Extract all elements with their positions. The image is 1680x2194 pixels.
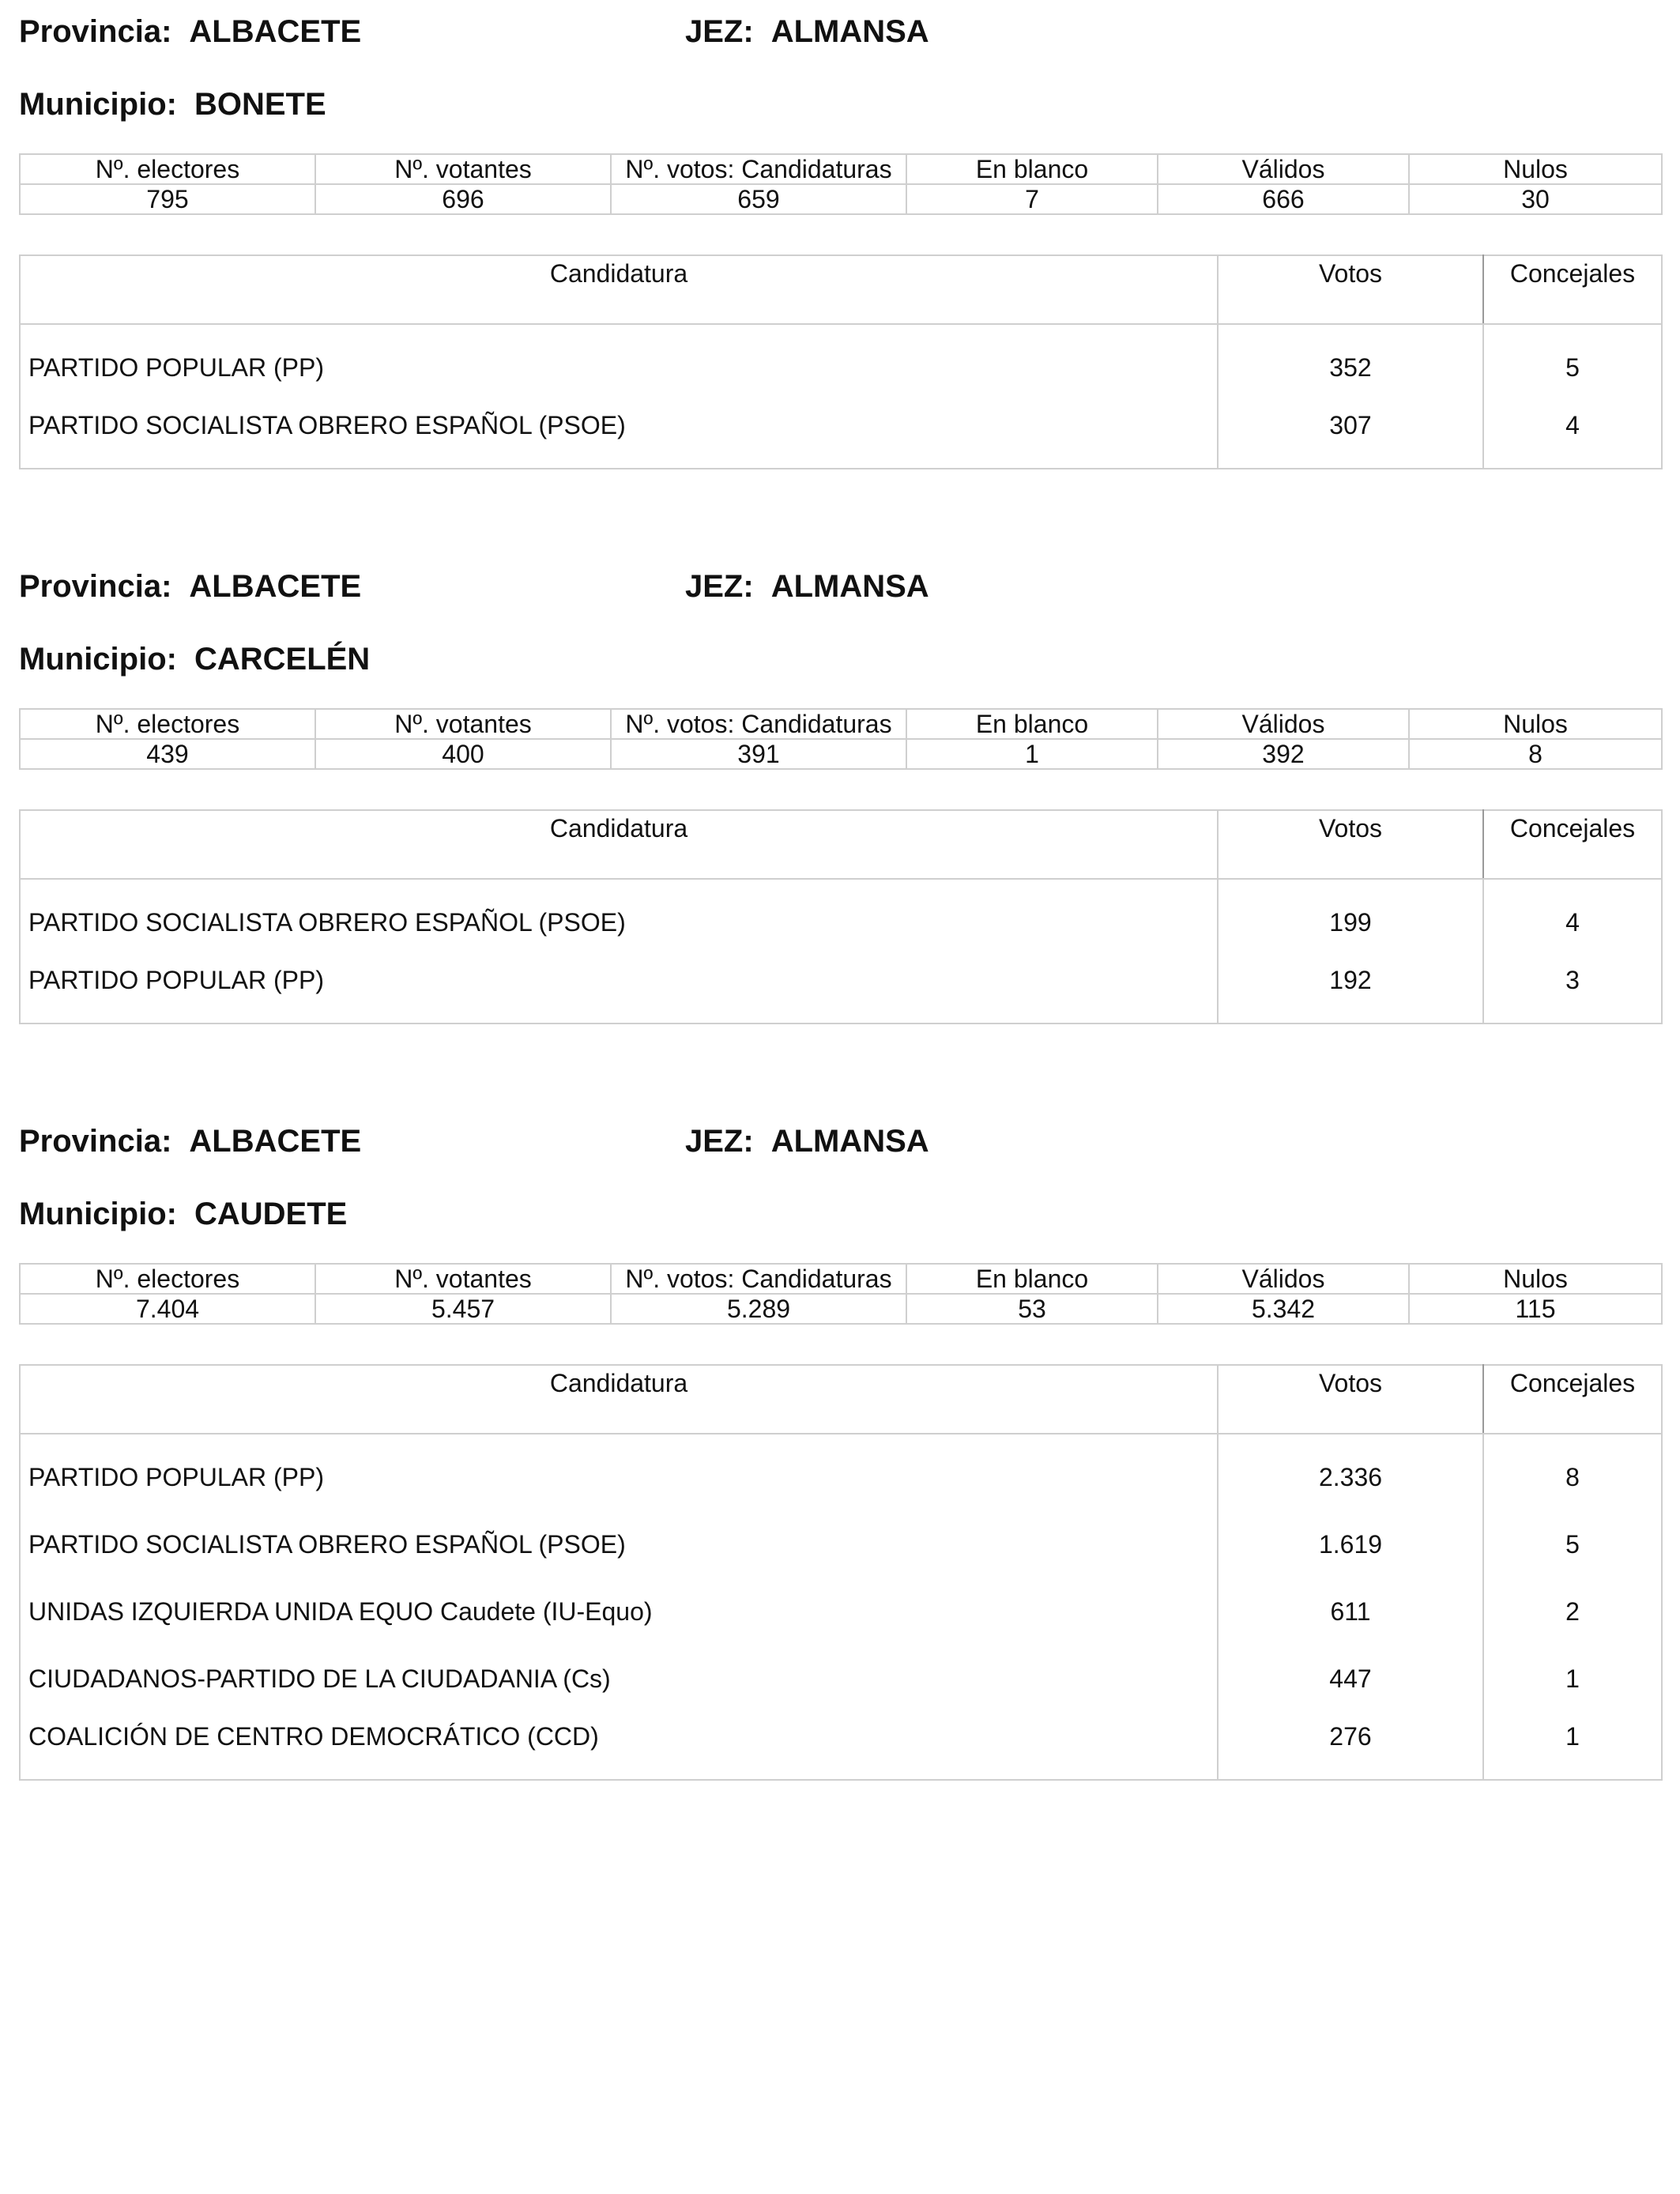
candidatura-name: PARTIDO POPULAR (PP)	[20, 956, 1218, 1023]
jez-label: JEZ:	[685, 1124, 754, 1159]
candidatura-name: PARTIDO POPULAR (PP)	[20, 324, 1218, 401]
candidatura-name: PARTIDO SOCIALISTA OBRERO ESPAÑOL (PSOE)	[20, 879, 1218, 956]
header-candidatura: Candidatura	[20, 810, 1218, 879]
table-row	[20, 1511, 1662, 1578]
candidaturas-table	[19, 809, 1663, 1024]
header-concejales: Concejales	[1483, 1365, 1662, 1434]
provincia-label: Provincia:	[19, 14, 172, 49]
candidatura-votos: 611	[1218, 1578, 1483, 1646]
summary-value-en-blanco: 53	[906, 1294, 1158, 1324]
jez-header	[685, 569, 929, 604]
summary-header-en-blanco: En blanco	[906, 1264, 1158, 1294]
municipio-label: Municipio:	[19, 87, 177, 122]
candidatura-votos: 199	[1218, 879, 1483, 956]
table-row	[20, 956, 1662, 1023]
summary-header-votantes: Nº. votantes	[315, 1264, 611, 1294]
provincia-value: ALBACETE	[189, 569, 362, 604]
municipio-header	[19, 1197, 347, 1231]
municipio-value: CAUDETE	[194, 1197, 348, 1231]
summary-value-electores: 7.404	[20, 1294, 315, 1324]
summary-value-validos: 5.342	[1158, 1294, 1409, 1324]
summary-value-electores: 795	[20, 184, 315, 214]
summary-header-nulos: Nulos	[1409, 709, 1662, 739]
candidatura-votos: 307	[1218, 401, 1483, 469]
candidatura-concejales: 1	[1565, 1664, 1580, 1693]
summary-value-en-blanco: 1	[906, 739, 1158, 769]
header-votos: Votos	[1218, 810, 1483, 879]
summary-header-validos: Válidos	[1158, 1264, 1409, 1294]
summary-header-en-blanco: En blanco	[906, 154, 1158, 184]
summary-header-row	[20, 1264, 1662, 1294]
provincia-header	[19, 1124, 361, 1159]
candidatura-concejales: 4	[1565, 411, 1580, 439]
header-votos: Votos	[1218, 1365, 1483, 1434]
summary-value-nulos: 30	[1409, 184, 1662, 214]
municipio-header	[19, 642, 370, 677]
candidatura-votos: 447	[1218, 1646, 1483, 1713]
table-row	[20, 1434, 1662, 1511]
summary-value-en-blanco: 7	[906, 184, 1158, 214]
table-row	[20, 879, 1662, 956]
candidatura-concejales: 3	[1565, 966, 1580, 994]
summary-value-votos-candidaturas: 659	[611, 184, 906, 214]
candidatura-concejales: 5	[1565, 353, 1580, 382]
summary-value-votantes: 696	[315, 184, 611, 214]
summary-value-votantes: 400	[315, 739, 611, 769]
candidatura-concejales: 5	[1565, 1530, 1580, 1559]
summary-header-row	[20, 709, 1662, 739]
summary-values-row	[20, 739, 1662, 769]
provincia-label: Provincia:	[19, 569, 172, 604]
summary-header-votos-candidaturas: Nº. votos: Candidaturas	[611, 154, 906, 184]
summary-table	[19, 1263, 1663, 1325]
provincia-value: ALBACETE	[189, 1124, 362, 1159]
table-row	[20, 401, 1662, 469]
summary-header-electores: Nº. electores	[20, 709, 315, 739]
jez-header	[685, 1124, 929, 1159]
jez-header	[685, 14, 929, 49]
candidaturas-header-row	[20, 810, 1662, 879]
candidatura-name: COALICIÓN DE CENTRO DEMOCRÁTICO (CCD)	[20, 1713, 1218, 1780]
candidaturas-header-row	[20, 255, 1662, 324]
candidatura-name: PARTIDO POPULAR (PP)	[20, 1434, 1218, 1511]
summary-values-row	[20, 184, 1662, 214]
candidatura-votos: 352	[1218, 324, 1483, 401]
summary-header-votos-candidaturas: Nº. votos: Candidaturas	[611, 709, 906, 739]
summary-value-votos-candidaturas: 391	[611, 739, 906, 769]
summary-header-en-blanco: En blanco	[906, 709, 1158, 739]
summary-table	[19, 153, 1663, 215]
header-concejales: Concejales	[1483, 810, 1662, 879]
summary-value-nulos: 115	[1409, 1294, 1662, 1324]
jez-label: JEZ:	[685, 569, 754, 604]
candidatura-concejales: 4	[1565, 908, 1580, 937]
summary-value-validos: 392	[1158, 739, 1409, 769]
candidatura-votos: 2.336	[1218, 1434, 1483, 1511]
table-row	[20, 1578, 1662, 1646]
summary-value-votos-candidaturas: 5.289	[611, 1294, 906, 1324]
jez-value: ALMANSA	[770, 1124, 929, 1159]
candidatura-concejales: 2	[1565, 1597, 1580, 1626]
jez-value: ALMANSA	[770, 569, 929, 604]
jez-value: ALMANSA	[770, 14, 929, 49]
summary-values-row	[20, 1294, 1662, 1324]
summary-value-nulos: 8	[1409, 739, 1662, 769]
jez-label: JEZ:	[685, 14, 754, 49]
table-row	[20, 1713, 1662, 1780]
candidaturas-table	[19, 1364, 1663, 1781]
summary-header-electores: Nº. electores	[20, 154, 315, 184]
candidatura-name: PARTIDO SOCIALISTA OBRERO ESPAÑOL (PSOE)	[20, 401, 1218, 469]
candidatura-concejales: 8	[1565, 1463, 1580, 1491]
municipio-label: Municipio:	[19, 642, 177, 677]
summary-header-nulos: Nulos	[1409, 1264, 1662, 1294]
summary-header-votantes: Nº. votantes	[315, 709, 611, 739]
header-concejales: Concejales	[1483, 255, 1662, 324]
summary-table	[19, 708, 1663, 770]
summary-value-votantes: 5.457	[315, 1294, 611, 1324]
candidaturas-header-row	[20, 1365, 1662, 1434]
table-row	[20, 1646, 1662, 1713]
candidatura-concejales: 1	[1565, 1722, 1580, 1751]
municipio-value: CARCELÉN	[194, 642, 371, 677]
summary-value-validos: 666	[1158, 184, 1409, 214]
candidatura-name: UNIDAS IZQUIERDA UNIDA EQUO Caudete (IU-Equo)	[20, 1578, 1218, 1646]
summary-header-votantes: Nº. votantes	[315, 154, 611, 184]
summary-header-votos-candidaturas: Nº. votos: Candidaturas	[611, 1264, 906, 1294]
candidatura-name: CIUDADANOS-PARTIDO DE LA CIUDADANIA (Cs)	[20, 1646, 1218, 1713]
provincia-label: Provincia:	[19, 1124, 172, 1159]
summary-header-row	[20, 154, 1662, 184]
summary-value-electores: 439	[20, 739, 315, 769]
provincia-header	[19, 569, 361, 604]
summary-header-validos: Válidos	[1158, 154, 1409, 184]
header-votos: Votos	[1218, 255, 1483, 324]
summary-header-electores: Nº. electores	[20, 1264, 315, 1294]
candidatura-votos: 1.619	[1218, 1511, 1483, 1578]
header-candidatura: Candidatura	[20, 255, 1218, 324]
summary-header-nulos: Nulos	[1409, 154, 1662, 184]
candidatura-votos: 276	[1218, 1713, 1483, 1780]
municipio-header	[19, 87, 326, 122]
provincia-header	[19, 14, 361, 49]
candidatura-name: PARTIDO SOCIALISTA OBRERO ESPAÑOL (PSOE)	[20, 1511, 1218, 1578]
header-candidatura: Candidatura	[20, 1365, 1218, 1434]
candidatura-votos: 192	[1218, 956, 1483, 1023]
municipio-value: BONETE	[194, 87, 326, 122]
provincia-value: ALBACETE	[189, 14, 362, 49]
municipio-label: Municipio:	[19, 1197, 177, 1231]
summary-header-validos: Válidos	[1158, 709, 1409, 739]
table-row	[20, 324, 1662, 401]
candidaturas-table	[19, 254, 1663, 469]
